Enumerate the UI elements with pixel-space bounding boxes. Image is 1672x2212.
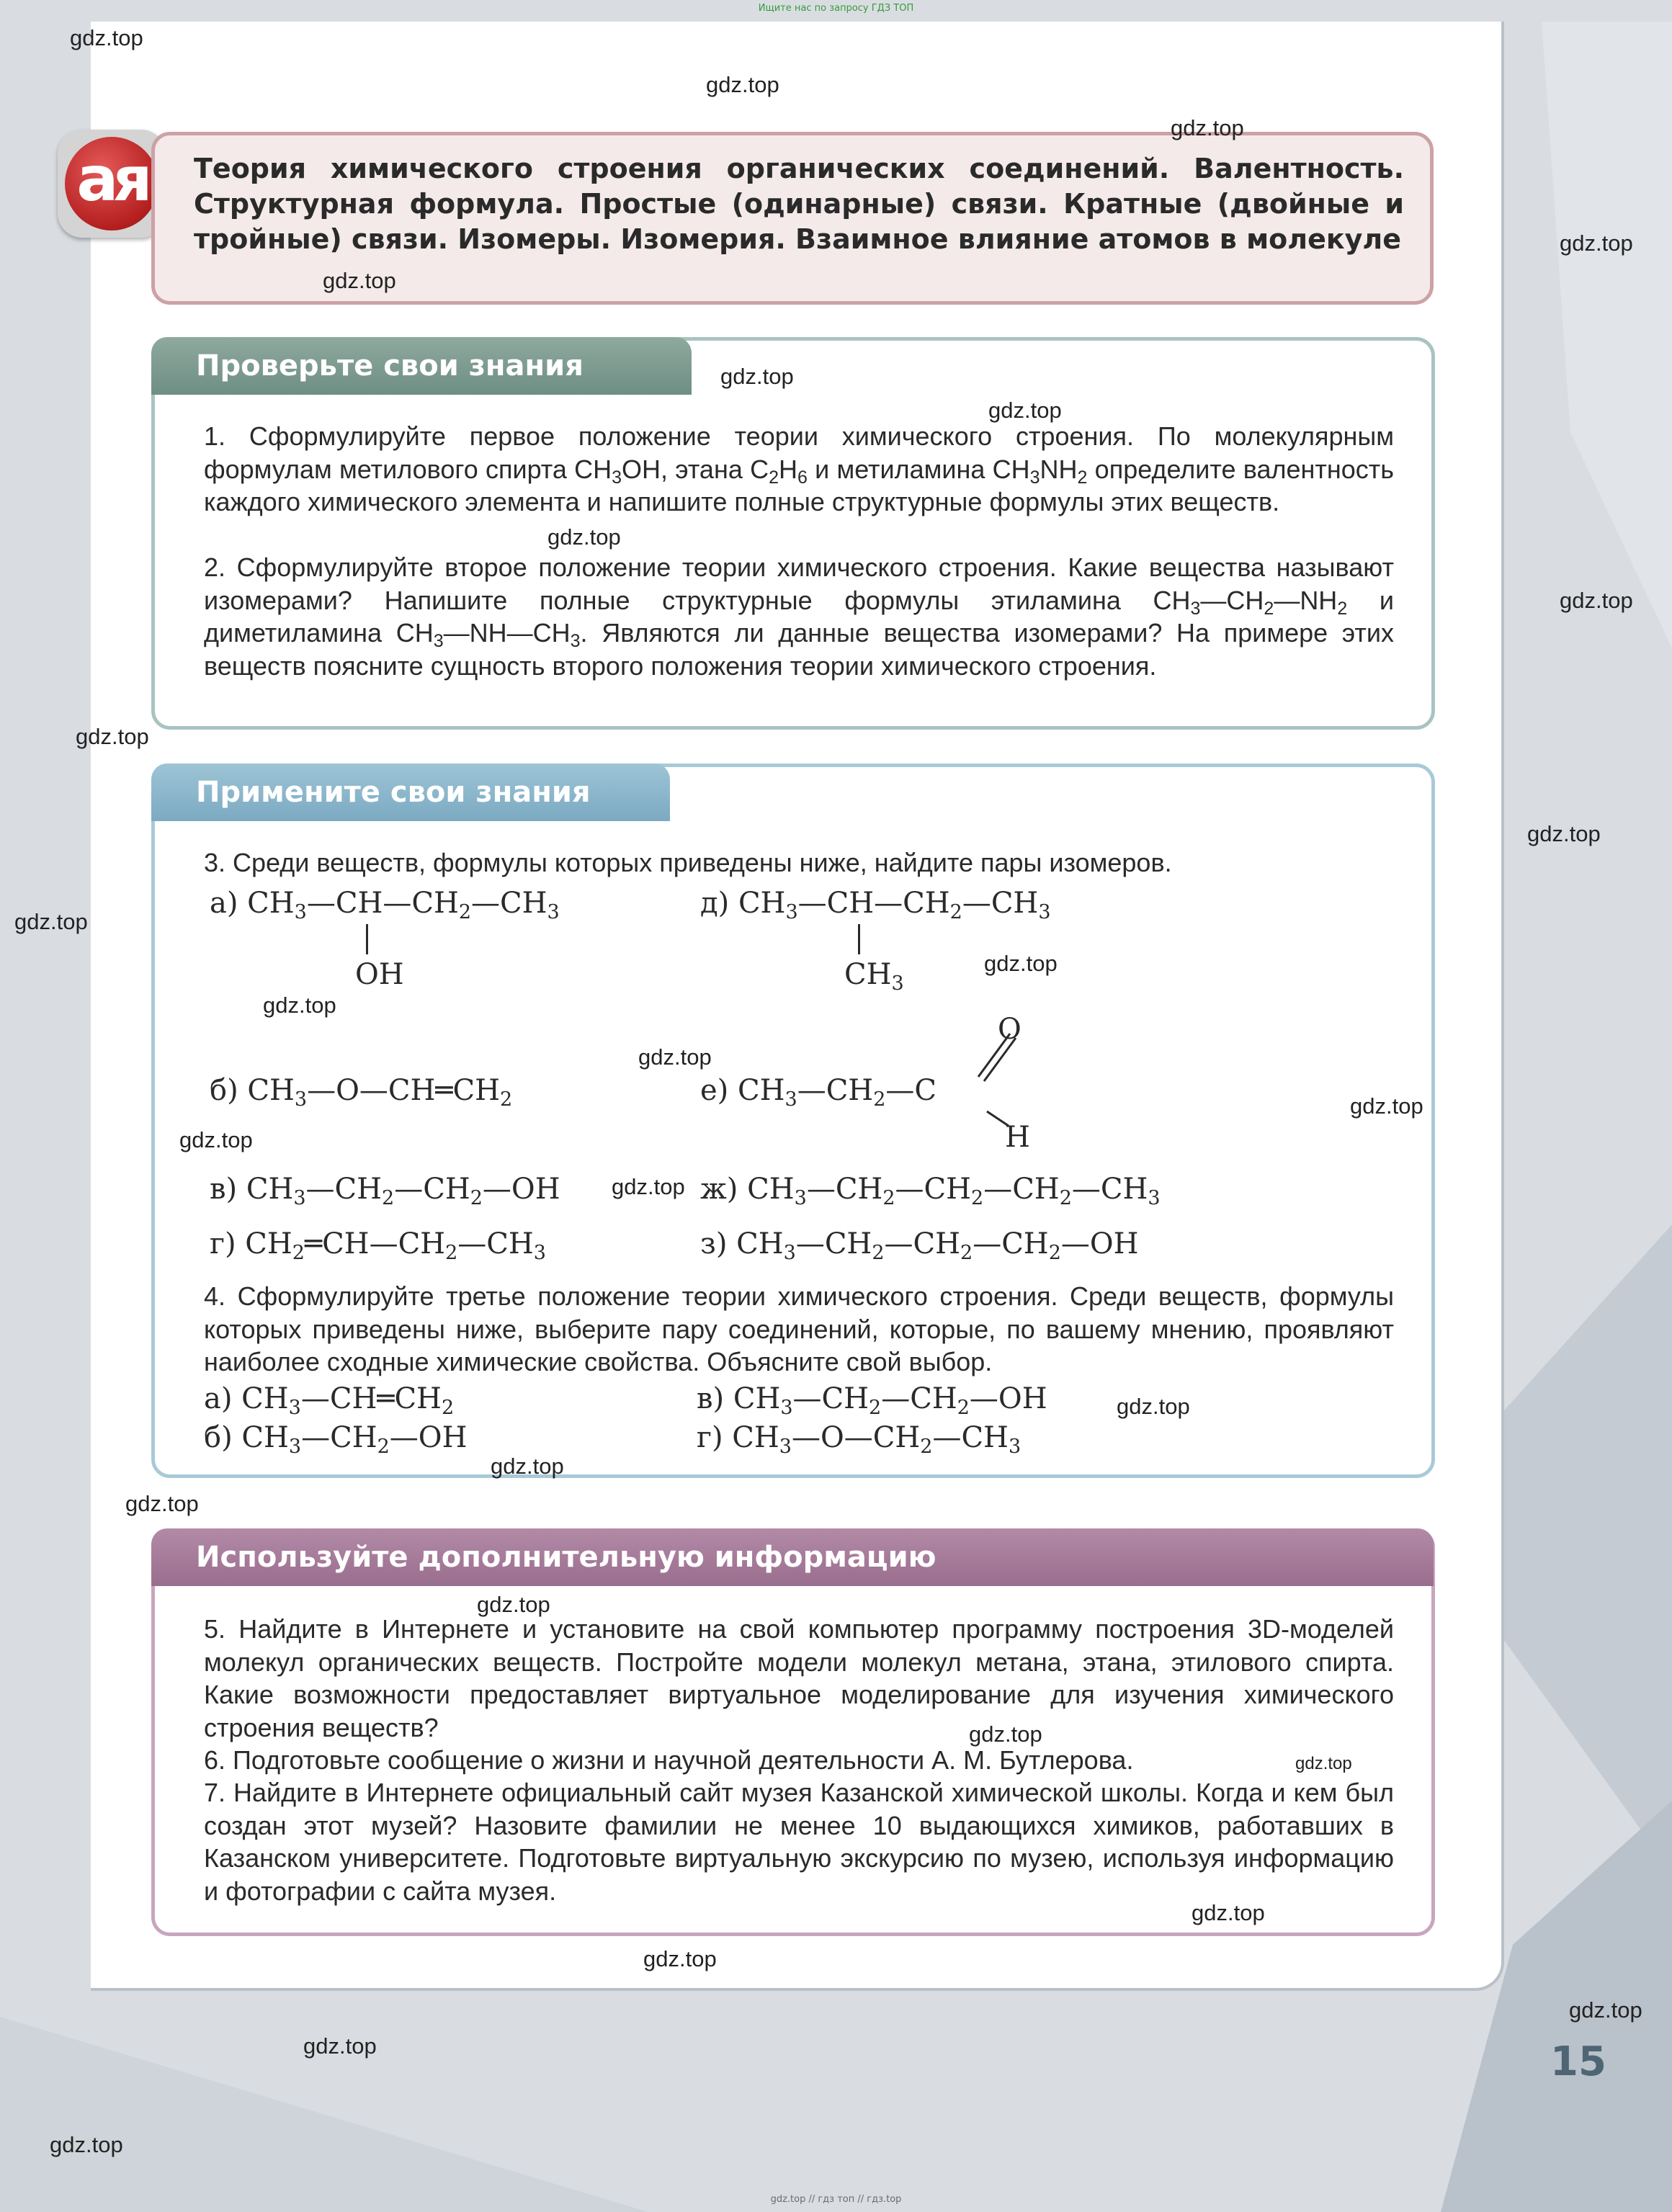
- atom: OH: [1089, 1227, 1139, 1261]
- watermark: gdz.top: [477, 1592, 550, 1617]
- bond: —: [895, 1173, 924, 1206]
- bond: —: [1071, 1173, 1101, 1206]
- atom: C: [914, 1074, 936, 1107]
- formula-z: [700, 1227, 1139, 1264]
- formula-a-oh: [355, 957, 404, 992]
- subscript: 2: [470, 1187, 483, 1209]
- subscript: 2: [292, 1242, 305, 1264]
- subscript: 2: [1264, 598, 1274, 619]
- top-note: Ищите нас по запросу ГДЗ ТОП: [758, 3, 914, 14]
- watermark: gdz.top: [1171, 115, 1244, 140]
- bond: —: [471, 887, 501, 920]
- bond: —: [307, 1074, 336, 1107]
- subscript: 3: [780, 1397, 793, 1419]
- q1-text: H: [778, 454, 797, 484]
- q1-text: определите валентность каждого химического элемента и напишите полные структурные формулы этих веществ.: [204, 454, 1395, 516]
- question-1: [204, 420, 1394, 519]
- watermark: gdz.top: [125, 1491, 199, 1516]
- watermark: gdz.top: [1560, 230, 1633, 256]
- q2-text: —NH: [1274, 585, 1338, 615]
- watermark: gdz.top: [303, 2033, 377, 2059]
- bond: —: [301, 1421, 331, 1454]
- bond: —: [797, 887, 827, 920]
- atom: CH: [452, 1074, 500, 1107]
- formula-4v: [697, 1382, 1047, 1419]
- watermark: gdz.top: [706, 72, 779, 97]
- watermark: gdz.top: [323, 268, 396, 293]
- atom: CH: [826, 1074, 874, 1107]
- bond: —: [383, 887, 412, 920]
- formula-label: в): [697, 1382, 725, 1415]
- watermark: gdz.top: [969, 1721, 1042, 1747]
- watermark: gdz.top: [179, 1127, 253, 1152]
- formula-4g: [697, 1420, 1021, 1458]
- bond: —: [983, 1173, 1013, 1206]
- double-bond: ═: [377, 1382, 395, 1415]
- bond: —: [885, 1074, 915, 1107]
- formula-label: е): [700, 1074, 729, 1107]
- atom: OH: [355, 958, 404, 991]
- formula-zh: [700, 1172, 1161, 1209]
- watermark: gdz.top: [1569, 1997, 1642, 2023]
- subscript: 3: [288, 1397, 301, 1419]
- atom: CH: [747, 1173, 795, 1206]
- subscript: 2: [920, 1436, 933, 1458]
- formula-label: в): [210, 1173, 238, 1206]
- subscript: 3: [294, 901, 307, 923]
- atom: CH: [423, 1173, 470, 1206]
- formula-label: б): [210, 1074, 238, 1107]
- formula-4a: [204, 1382, 455, 1419]
- subscript: 2: [499, 1088, 513, 1111]
- atom: CH: [835, 1173, 883, 1206]
- subscript: 3: [794, 1187, 807, 1209]
- atom: CH: [733, 1382, 781, 1415]
- section-apply-knowledge-title: Примените свои знания: [151, 764, 641, 821]
- section-check-knowledge: [151, 337, 1435, 730]
- atom: CH: [388, 1074, 436, 1107]
- atom: CH: [826, 887, 875, 920]
- atom: CH: [824, 1227, 872, 1261]
- formula-label: ж): [700, 1173, 738, 1206]
- watermark: gdz.top: [1350, 1093, 1423, 1119]
- subscript: 2: [445, 1242, 458, 1264]
- q1-text: NH: [1040, 454, 1078, 484]
- bond: —: [359, 1074, 388, 1107]
- bond: —: [969, 1382, 998, 1415]
- watermark: gdz.top: [1560, 588, 1633, 613]
- watermark: gdz.top: [984, 951, 1058, 976]
- atom: CH: [1001, 1227, 1049, 1261]
- atom: CH: [903, 887, 950, 920]
- watermark: gdz.top: [14, 909, 88, 934]
- formula-4b: [204, 1420, 468, 1458]
- question-3: 3. Среди веществ, формулы которых приведены ниже, найдите пары изомеров.: [204, 848, 1172, 877]
- subscript: 2: [769, 467, 779, 488]
- section-apply-knowledge: [151, 764, 1435, 1478]
- subscript: 2: [1048, 1242, 1061, 1264]
- subscript: 2: [869, 1397, 882, 1419]
- bond: —: [797, 1074, 826, 1107]
- formula-a: [210, 886, 560, 921]
- watermark: gdz.top: [547, 524, 621, 550]
- subscript: 3: [1008, 1436, 1021, 1458]
- bond: —: [874, 887, 903, 920]
- watermark: gdz.top: [50, 2132, 123, 2157]
- subscript: 3: [785, 901, 798, 923]
- atom: CH: [334, 1173, 383, 1206]
- atom: OH: [418, 1421, 468, 1454]
- formula-label: з): [700, 1227, 728, 1261]
- subscript: 3: [433, 631, 444, 651]
- formula-label: а): [210, 887, 238, 920]
- section-additional-info-title: Используйте дополнительную информацию: [151, 1528, 1434, 1586]
- formula-b: [210, 1073, 513, 1111]
- bond: —: [305, 1173, 335, 1206]
- subscript: 6: [797, 467, 808, 488]
- subscript: 3: [891, 972, 904, 995]
- subscript: 3: [533, 1242, 546, 1264]
- bond: —: [1060, 1227, 1090, 1261]
- subscript: 3: [293, 1187, 306, 1209]
- question-5: 5. Найдите в Интернете и установите на свой компьютер программу построения 3D-моделей молекул органических веществ. Постройте модели молекул метана, этана, этилового спирта. Какие возможности предоставляет виртуальное моделирование для изучения химического строения веществ?: [204, 1614, 1394, 1742]
- formula-label: б): [204, 1421, 233, 1454]
- atom: CH: [245, 1227, 292, 1261]
- q2-text: . Являются ли данные вещества изомерами? На примере этих веществ поясните сущность второго положения теории химического строения.: [204, 618, 1394, 681]
- watermark: gdz.top: [76, 724, 149, 749]
- atom: CH: [961, 1421, 1009, 1454]
- bond: —: [973, 1227, 1002, 1261]
- formula-g: [210, 1227, 546, 1264]
- watermark: gdz.top: [1295, 1754, 1352, 1773]
- watermark: gdz.top: [638, 1044, 712, 1070]
- atom: OH: [511, 1173, 560, 1206]
- subscript: 2: [971, 1187, 984, 1209]
- bond: —: [792, 1382, 822, 1415]
- watermark: gdz.top: [643, 1946, 717, 1971]
- atom: CH: [910, 1382, 957, 1415]
- watermark: gdz.top: [1527, 821, 1601, 846]
- formula-d-ch3: [844, 957, 904, 995]
- bond: —: [457, 1227, 487, 1261]
- atom: O: [336, 1074, 359, 1107]
- logo-letters: ая: [65, 137, 158, 230]
- atom: CH: [991, 887, 1039, 920]
- section-check-knowledge-title: Проверьте свои знания: [151, 337, 663, 395]
- bond-vertical: [366, 924, 368, 954]
- bond: —: [300, 1382, 330, 1415]
- subscript: 2: [458, 901, 472, 923]
- bottom-note: gdz.top // гдз топ // гдз.top: [770, 2194, 902, 2205]
- formula-e-o: [998, 1012, 1021, 1047]
- bond: —: [962, 887, 991, 920]
- watermark: gdz.top: [263, 993, 336, 1018]
- subscript: 2: [872, 1242, 885, 1264]
- question-6: 6. Подготовьте сообщение о жизни и научной деятельности А. М. Бутлерова.: [204, 1745, 1134, 1775]
- subscript: 2: [882, 1187, 895, 1209]
- q2-text: 2. Сформулируйте второе положение теории химического строения. Какие вещества называют изомерами? Напишите полные структурные формулы этиламина CH: [204, 552, 1394, 615]
- atom: CH: [736, 1227, 784, 1261]
- subscript: 3: [547, 901, 560, 923]
- subscript: 2: [382, 1187, 395, 1209]
- q2-text: —CH: [1200, 585, 1264, 615]
- formula-label: г): [697, 1421, 723, 1454]
- bond: —: [884, 1227, 913, 1261]
- subscript: 3: [294, 1088, 308, 1111]
- q1-text: OH, этана C: [622, 454, 769, 484]
- theory-header-text: Теория химического строения органических соединений. Валентность. Структурная формула. Простые (одинарные) связи. Кратные (двойные и тройные) связи. Изомеры. Изомерия. Взаимное влияние атомов в молекуле: [194, 153, 1404, 255]
- atom: CH: [913, 1227, 961, 1261]
- atom: CH: [330, 1421, 377, 1454]
- atom: CH: [394, 1382, 442, 1415]
- watermark: gdz.top: [988, 398, 1062, 423]
- bond: —: [369, 1227, 398, 1261]
- question-2: [204, 551, 1394, 682]
- atom: CH: [247, 1074, 295, 1107]
- atom: CH: [322, 1227, 370, 1261]
- bond: —: [791, 1421, 821, 1454]
- formula-label: д): [700, 887, 730, 920]
- watermark: gdz.top: [720, 364, 794, 389]
- question-4: 4. Сформулируйте третье положение теории химического строения. Среди веществ, формулы которых приведены ниже, выберите пару соединений, которые, по вашему мнению, проявляют наиболее сходные химические свойства. Объясните свой выбор.: [204, 1281, 1394, 1376]
- bond: —: [881, 1382, 911, 1415]
- formula-d: [700, 886, 1051, 921]
- section-additional-info: [151, 1528, 1435, 1936]
- formula-e-h: [1005, 1120, 1030, 1155]
- atom: O: [820, 1421, 844, 1454]
- formula-label: г): [210, 1227, 236, 1261]
- subscript: 3: [783, 1242, 796, 1264]
- formula-e: [700, 1073, 936, 1111]
- watermark: gdz.top: [612, 1174, 685, 1199]
- q2-text: и диметиламина CH: [204, 585, 1394, 648]
- page-number: 15: [1550, 2038, 1606, 2085]
- atom: CH: [247, 887, 295, 920]
- watermark: gdz.top: [1192, 1900, 1265, 1925]
- bond: —: [389, 1421, 419, 1454]
- watermark: gdz.top: [1117, 1394, 1190, 1419]
- q2-text: —NH—CH: [443, 618, 571, 648]
- atom: CH: [246, 1173, 294, 1206]
- atom: CH: [924, 1173, 971, 1206]
- subscript: 3: [784, 1088, 797, 1111]
- subscript: 2: [960, 1242, 973, 1264]
- atom: CH: [872, 1421, 921, 1454]
- q1-text: 1. Сформулируйте первое положение теории химического строения. По молекулярным формулам метилового спирта CH: [204, 421, 1394, 484]
- atom: CH: [335, 887, 383, 920]
- question-7: 7. Найдите в Интернете официальный сайт музея Казанской химической школы. Когда и кем был создан этот музей? Назовите фамилии не менее 10 выдающихся химиков, работавших в Казанском университете. Подготовьте виртуальную экскурсию по музею, используя информацию и фотографии с сайта музея.: [204, 1778, 1394, 1906]
- atom: CH: [738, 887, 786, 920]
- atom: CH: [411, 887, 459, 920]
- subscript: 2: [377, 1436, 390, 1458]
- atom: H: [1005, 1121, 1030, 1154]
- atom: OH: [998, 1382, 1047, 1415]
- watermark: gdz.top: [491, 1454, 564, 1479]
- subscript: 3: [1190, 598, 1201, 619]
- subscript: 2: [949, 901, 962, 923]
- bond: —: [482, 1173, 511, 1206]
- bond: —: [795, 1227, 825, 1261]
- subscript: 2: [1077, 467, 1088, 488]
- watermark: gdz.top: [70, 25, 143, 50]
- atom: CH: [732, 1421, 779, 1454]
- atom: CH: [486, 1227, 534, 1261]
- bond-vertical: [858, 924, 860, 954]
- q1-text: и метиламина CH: [807, 454, 1030, 484]
- subscript: 2: [1337, 598, 1348, 619]
- double-bond: ═: [435, 1074, 453, 1107]
- subscript: 3: [288, 1436, 302, 1458]
- atom: CH: [500, 887, 547, 920]
- bond: —: [306, 887, 336, 920]
- atom: CH: [329, 1382, 377, 1415]
- formula-v: [210, 1172, 560, 1209]
- atom: CH: [821, 1382, 869, 1415]
- bond: —: [806, 1173, 836, 1206]
- bond: —: [844, 1421, 873, 1454]
- subscript: 3: [1038, 901, 1051, 923]
- ya-logo: [58, 130, 166, 238]
- atom: CH: [738, 1074, 785, 1107]
- subscript: 2: [957, 1397, 970, 1419]
- atom: CH: [241, 1421, 289, 1454]
- atom: O: [998, 1013, 1021, 1046]
- atom: CH: [844, 958, 892, 991]
- subscript: 3: [1029, 467, 1040, 488]
- subscript: 3: [612, 467, 622, 488]
- bond: —: [932, 1421, 962, 1454]
- subscript: 2: [873, 1088, 886, 1111]
- subscript: 2: [1059, 1187, 1072, 1209]
- atom: CH: [1100, 1173, 1148, 1206]
- formula-label: а): [204, 1382, 233, 1415]
- atom: CH: [398, 1227, 446, 1261]
- subscript: 2: [441, 1397, 455, 1419]
- bond: —: [394, 1173, 424, 1206]
- subscript: 3: [570, 631, 581, 651]
- atom: CH: [241, 1382, 289, 1415]
- subscript: 3: [1148, 1187, 1161, 1209]
- subscript: 3: [779, 1436, 792, 1458]
- atom: CH: [1012, 1173, 1060, 1206]
- double-bond: ═: [304, 1227, 323, 1261]
